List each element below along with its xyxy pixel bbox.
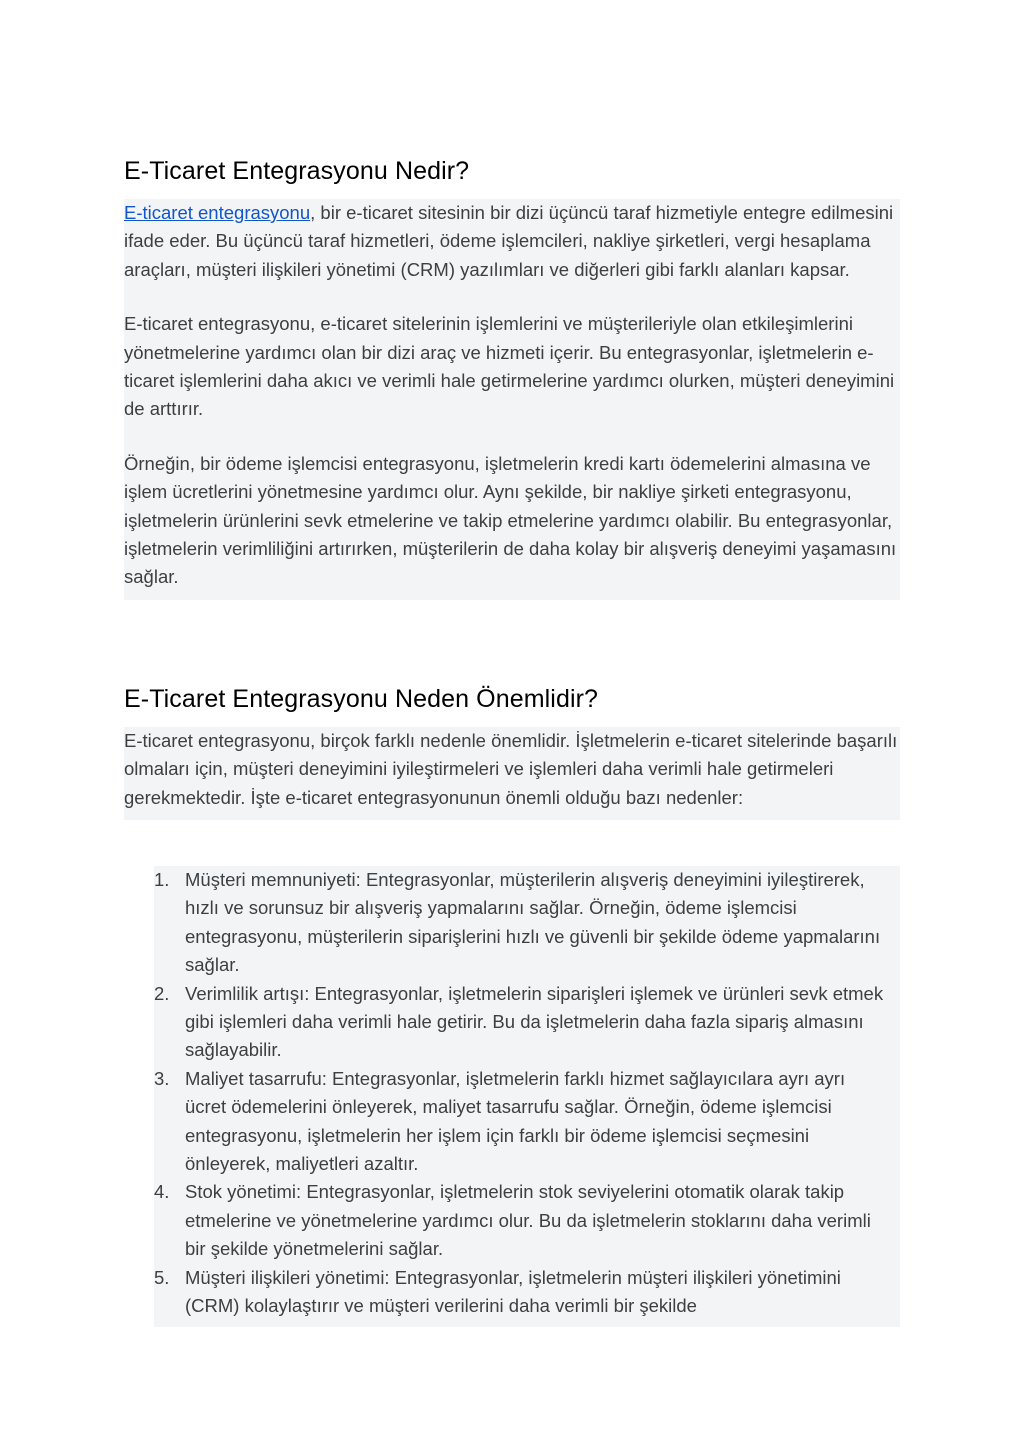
list-item-text: Müşteri ilişkileri yönetimi: Entegrasyonlar, işletmelerin müşteri ilişkileri yönetimini (CRM) kolaylaştırır ve müşteri verilerini daha verimli bir şekilde [185, 1266, 841, 1317]
paragraph-definition-text: , bir e-ticaret sitesinin bir dizi üçüncü taraf hizmetiyle entegre edilmesini ifade eder. Bu üçüncü taraf hizmetleri, ödeme işlemcileri, nakliye şirketleri, vergi hesaplama araçları, müşteri ilişkileri yönetimi (CRM) yazılımları ve diğerleri gibi farklı alanları kapsar. [124, 202, 894, 280]
list-item-number: 1. [154, 869, 170, 890]
list-item-text: Müşteri memnuniyeti: Entegrasyonlar, müşterilerin alışveriş deneyimini iyileştirerek, hızlı ve sorunsuz bir alışveriş yapmalarını sağlar. Örneğin, ödeme işlemcisi entegrasyonu, müşterilerin siparişlerini hızlı ve güvenli bir şekilde ödeme yapmalarını sağlar. [185, 869, 881, 976]
paragraph-tools: E-ticaret entegrasyonu, e-ticaret sitelerinin işlemlerini ve müşterileriyle olan etkileşimlerini yönetmelerine yardımcı olan bir dizi araç ve hizmeti içerir. Bu entegrasyonlar, işletmelerin e-ticaret işlemlerini daha akıcı ve verimli hale getirmelerine yardımcı olurken, müşteri deneyimini de arttırır. [124, 313, 895, 420]
list-item [154, 1065, 900, 1179]
list-item-number: 4. [154, 1181, 170, 1203]
list-item [154, 980, 900, 1065]
paragraph-intro: E-ticaret entegrasyonu, birçok farklı nedenle önemlidir. İşletmelerin e-ticaret sitelerinde başarılı olmaları için, müşteri deneyimini iyileştirmeleri ve işlemleri daha verimli hale getirmeleri gerekmektedir. İşte e-ticaret entegrasyonunun önemli olduğu bazı nedenler: [124, 730, 898, 808]
list-item-text: Maliyet tasarrufu: Entegrasyonlar, işletmelerin farklı hizmet sağlayıcılara ayrı ayrı ücret ödemelerini önleyerek, maliyet tasarrufu sağlar. Örneğin, ödeme işlemcisi entegrasyonu, işletmelerin her işlem için farklı bir ödeme işlemcisi seçmesini önleyerek, maliyetleri azaltır. [185, 1067, 846, 1175]
reasons-list-block [154, 866, 900, 1327]
section-heading-why-important: E-Ticaret Entegrasyonu Neden Önemlidir? [124, 685, 599, 713]
list-item-text: Stok yönetimi: Entegrasyonlar, işletmelerin stok seviyelerini otomatik olarak takip etmelerine ve yönetmelerine yardımcı olur. Bu da işletmelerin stoklarını daha verimli bir şekilde yönetmelerini sağlar. [185, 1181, 871, 1260]
paragraph-example: Örneğin, bir ödeme işlemcisi entegrasyonu, işletmelerin kredi kartı ödemelerini almasına ve işlem ücretlerini yönetmesine yardımcı olur. Aynı şekilde, bir nakliye şirketi entegrasyonu, işletmelerin ürünlerini sevk etmelerine ve takip etmelerine yardımcı olabilir. Bu entegrasyonlar, işletmelerin verimliliğini artırırken, müşterilerin de daha kolay bir alışveriş deneyimi yaşamasını sağlar. [124, 452, 897, 588]
section-heading-what-is: E-Ticaret Entegrasyonu Nedir? [124, 157, 470, 185]
paragraph-definition [124, 199, 900, 284]
eticaret-entegrasyonu-link[interactable]: E-ticaret entegrasyonu [124, 202, 311, 223]
list-item-text: Verimlilik artışı: Entegrasyonlar, işletmelerin siparişleri işlemek ve ürünleri sevk etmek gibi işlemleri daha verimli hale getirir. Bu da işletmelerin daha fazla sipariş almasını sağlayabilir. [185, 982, 884, 1061]
list-item [154, 1178, 900, 1263]
section-what-is-body [124, 199, 900, 600]
list-item-number: 3. [154, 1067, 170, 1089]
section-why-important-intro [124, 727, 900, 820]
list-item [154, 866, 900, 980]
list-item-number: 5. [154, 1266, 170, 1288]
reasons-list [154, 866, 900, 1321]
list-item [154, 1264, 900, 1321]
list-item-number: 2. [154, 982, 170, 1004]
